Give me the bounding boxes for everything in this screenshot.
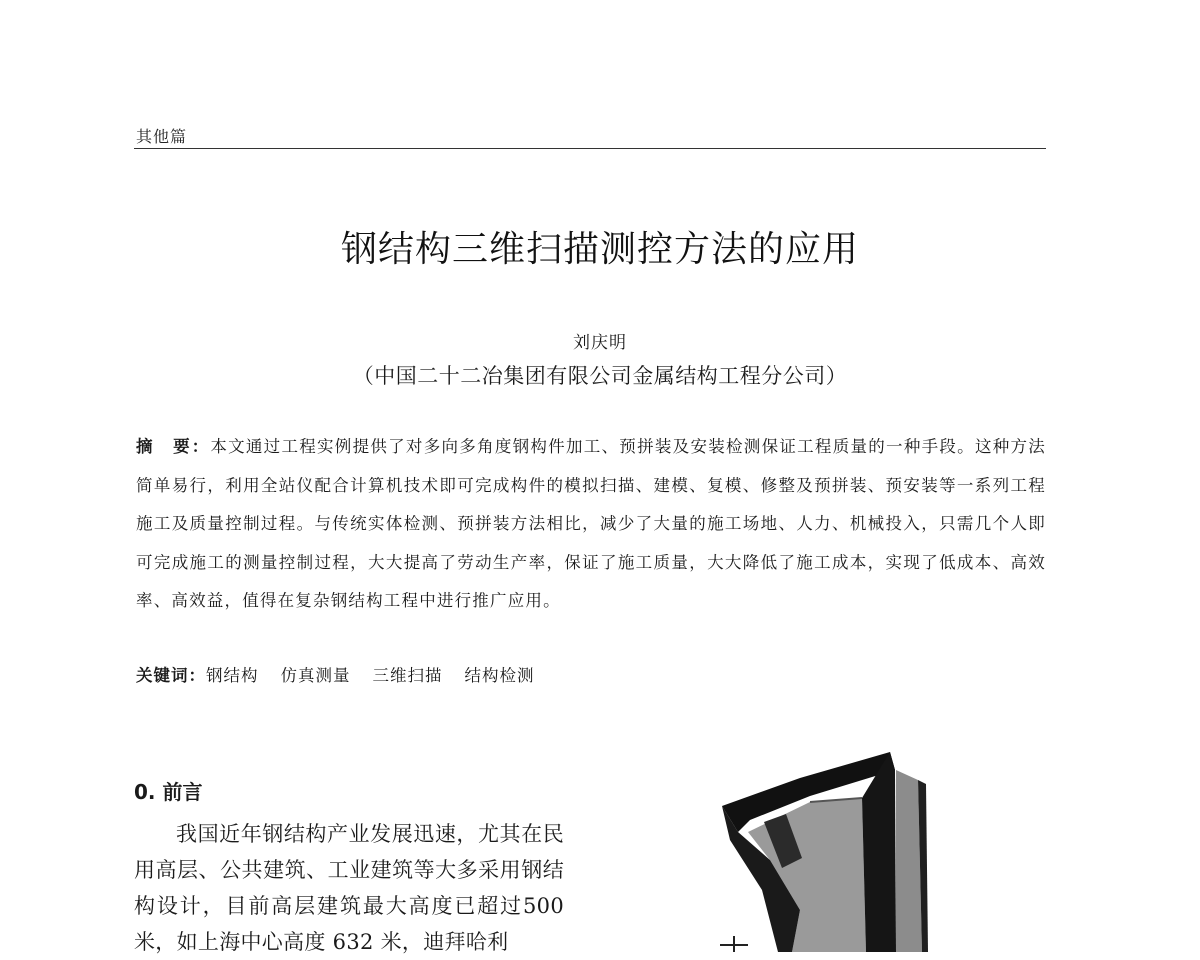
keyword-item: 钢结构 xyxy=(206,666,259,685)
body-paragraph: 我国近年钢结构产业发展迅速，尤其在民用高层、公共建筑、工业建筑等大多采用钢结构设计，目前高层建筑最大高度已超过500 米，如上海中心高度 632 米，迪拜哈利 xyxy=(134,822,564,954)
keyword-item: 结构检测 xyxy=(464,666,535,685)
author-affiliation: （中国二十二冶集团有限公司金属结构工程分公司） xyxy=(352,364,848,388)
keyword-item: 三维扫描 xyxy=(372,666,443,685)
section-heading: 0. 前言 xyxy=(134,780,203,804)
steel-member-3d-model-icon xyxy=(690,740,950,952)
abstract xyxy=(136,428,1046,621)
keywords xyxy=(136,662,557,686)
author-name: 刘庆明 xyxy=(573,333,627,353)
paper-title: 钢结构三维扫描测控方法的应用 xyxy=(340,229,859,270)
steel-member-figure xyxy=(690,740,950,952)
abstract-label: 摘 要： xyxy=(136,437,211,456)
abstract-text: 本文通过工程实例提供了对多向多角度钢构件加工、预拼装及安装检测保证工程质量的一种手段。这种方法简单易行，利用全站仪配合计算机技术即可完成构件的模拟扫描、建模、复模、修整及预拼装、预安装等一系列工程施工及质量控制过程。与传统实体检测、预拼装方法相比，减少了大量的施工场地、人力、机械投入，只需几个人即可完成施工的测量控制过程，大大提高了劳动生产率，保证了施工质量，大大降低了施工成本，实现了低成本、高效率、高效益，值得在复杂钢结构工程中进行推广应用。 xyxy=(136,437,1046,610)
running-head: 其他篇 xyxy=(136,127,188,146)
keywords-label: 关键词： xyxy=(136,666,206,685)
keyword-item: 仿真测量 xyxy=(280,666,351,685)
header-rule xyxy=(134,148,1046,149)
